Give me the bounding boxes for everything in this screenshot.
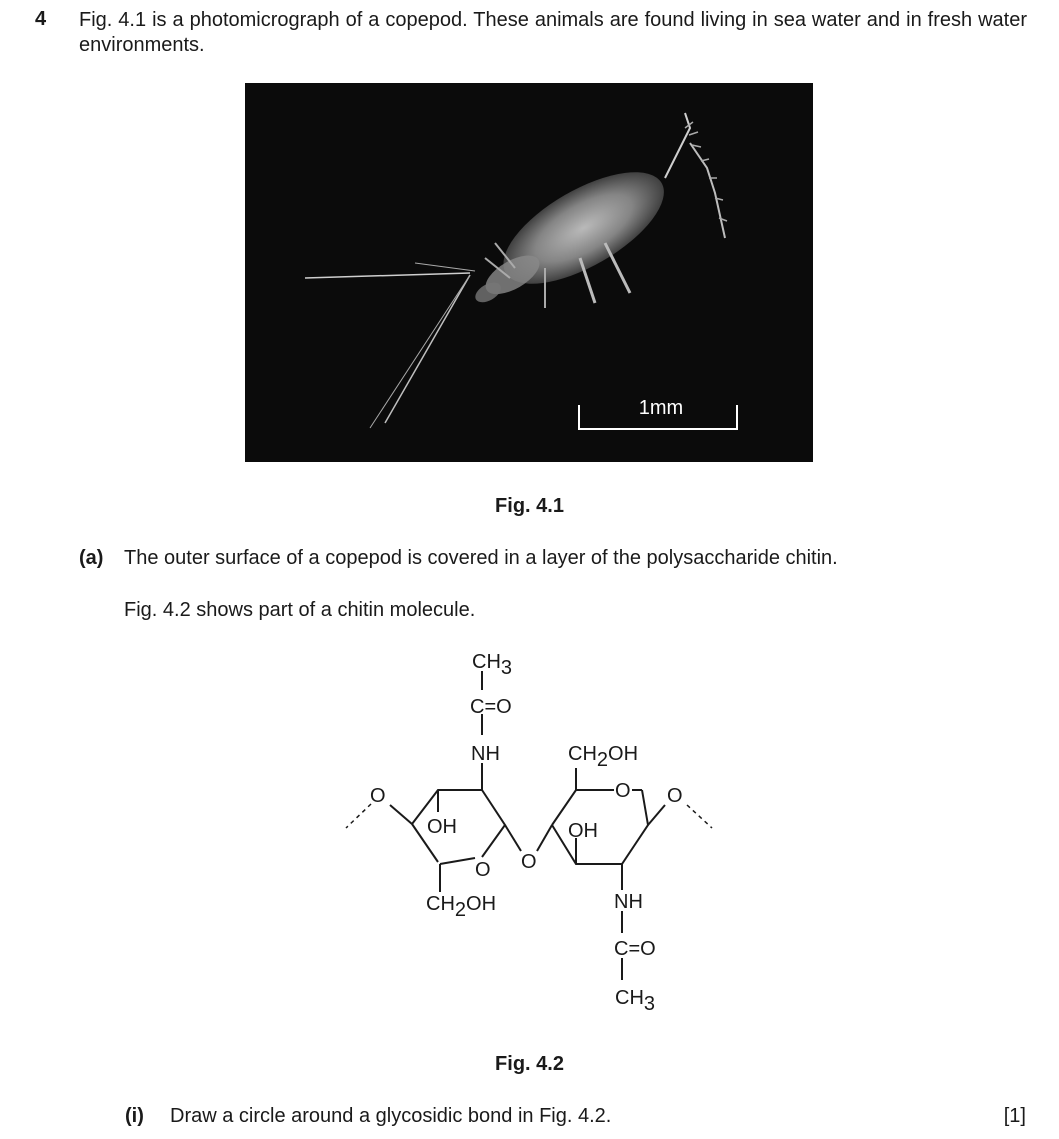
ch2oh-right-label: CH2OH (568, 743, 639, 771)
part-a-text: The outer surface of a copepod is covered in a layer of the polysaccharide chitin. (124, 547, 838, 569)
ring-o-right-label: O (615, 780, 631, 802)
nh-bottom-label: NH (614, 891, 643, 913)
ring-o-left-label: O (475, 859, 491, 881)
question-number: 4 (35, 8, 47, 30)
part-a-i-text: Draw a circle around a glycosidic bond in Fig. 4.2. (170, 1105, 612, 1127)
marks-allocation: [1] (1003, 1105, 1026, 1127)
carbonyl-bottom-label: C=O (614, 938, 656, 960)
copepod-illustration (245, 83, 813, 462)
copepod-photomicrograph (245, 83, 813, 462)
carbonyl-top-label: C=O (470, 696, 512, 718)
part-a-text-2: Fig. 4.2 shows part of a chitin molecule. (124, 599, 476, 621)
part-a-label: (a) (79, 547, 104, 569)
chitin-structure-diagram (330, 640, 730, 1020)
scale-bar-label: 1mm (638, 397, 684, 419)
ch2oh-bottom-label: CH2OH (426, 893, 497, 921)
oh-right-label: OH (568, 820, 598, 842)
link-o-left-label: O (370, 785, 386, 807)
part-a-i-label: (i) (125, 1105, 144, 1127)
nh-top-label: NH (471, 743, 500, 765)
ch3-top-label: CH3 (472, 651, 513, 679)
link-o-right-label: O (667, 785, 683, 807)
oh-left-label: OH (427, 816, 457, 838)
figure-4-2-caption: Fig. 4.2 (495, 1053, 564, 1075)
question-intro: Fig. 4.1 is a photomicrograph of a copepod. These animals are found living in sea water and in fresh water environments. (79, 9, 1027, 56)
figure-4-1-caption: Fig. 4.1 (495, 495, 564, 517)
glycosidic-o-label: O (521, 851, 537, 873)
ch3-bottom-label: CH3 (615, 987, 656, 1015)
